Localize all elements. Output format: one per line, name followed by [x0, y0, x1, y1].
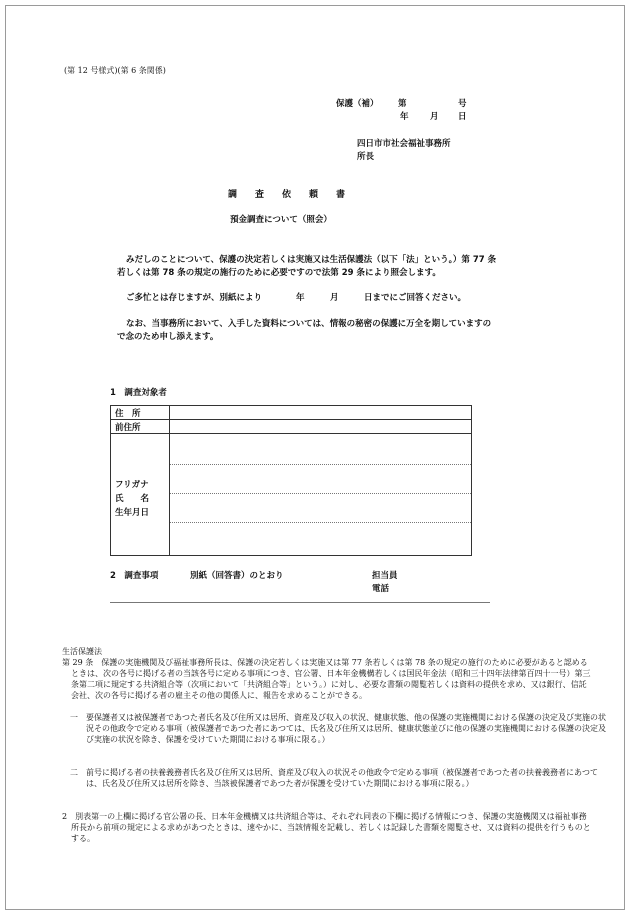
section1-heading: 1 調査対象者 — [110, 388, 167, 398]
divider-line — [110, 602, 490, 603]
form-number: (第 12 号様式)(第 6 条関係) — [64, 66, 166, 75]
law-item-2: 二 前号に掲げる者の扶養義務者氏名及び住所又は居所、資産及び収入の状況その他政令で定める事項（被保護者であつた者の扶養義務者にあつては、氏名及び住所又は居所を除き、当該被保護者であつた者が保護を受けていた期間における事項に限る。） — [70, 768, 598, 788]
law-item-1: 一 要保護者又は被保護者であつた者氏名及び住所又は居所、資産及び収入の状況、健康状態、他の保護の実施機関における保護の決定及び実施の状況その他政令で定める事項（被保護者であつた者にあつては、氏名及び住所又は居所、健康状態並びに他の保護の実施機関における保護の決定及び実施の状況を除き、保護を受けていた期間における事項に限る。） — [70, 713, 606, 744]
document-title: 調 査 依 頼 書 — [228, 190, 346, 200]
target-person-table — [110, 405, 472, 556]
birth-line[interactable] — [170, 494, 471, 523]
body-paragraph-1: みだしのことについて、保護の決定若しくは実施又は生活保護法（以下「法」という。）第 77 条若しくは第 78 条の規定の施行のために必要ですので法第 29 条により照会します。 — [117, 255, 497, 278]
body-paragraph-2: ご多忙とは存じますが、別紙により 年 月 日までにご回答ください。 — [126, 293, 467, 303]
name-fields-cell[interactable] — [170, 434, 472, 556]
date-year: 年 — [400, 112, 409, 122]
name-label-cell — [111, 434, 170, 556]
section2-content: 別紙（回答書）のとおり — [190, 571, 284, 581]
document-subtitle: 預金調査について（照会） — [230, 215, 332, 225]
prev-address-field[interactable] — [170, 420, 472, 434]
section2-heading: 2 調査事項 — [110, 571, 159, 581]
body-paragraph-3: なお、当事務所において、入手した資料については、情報の秘密の保護に万全を期していますので念のため申し添えます。 — [117, 319, 492, 342]
doc-number-dai: 第 — [398, 99, 407, 109]
doc-number-go: 号 — [458, 99, 467, 109]
law-article-29: 第 29 条 保護の実施機関及び福祉事務所長は、保護の決定若しくは実施又は第 77 条若しくは第 78 条の規定の施行のために必要があると認めるときは、次の各号に掲げる者の当該各号に定める事項につき、官公署、日本年金機構若しくは国民年金法（昭和三十四年法律第百四十一号）第三条第二項に規定する共済組合等（次項において「共済組合等」という。）に対し、必要な書類の閲覧若しくは資料の提供を求め、又は銀行、信託会社、次の各号に掲げる者の雇主その他の関係人に、報告を求めることができる。 — [62, 658, 591, 700]
phone-label: 電話 — [372, 584, 390, 594]
label-prev-address: 前住所 — [111, 420, 170, 434]
furigana-line[interactable] — [170, 434, 471, 465]
label-birth: 生年月日 — [115, 507, 150, 518]
law-paragraph-2: 2 別表第一の上欄に掲げる官公署の長、日本年金機構又は共済組合等は、それぞれ同表の下欄に掲げる情報につき、保護の実施機関又は福祉事務所長から前項の規定による求めがあつたときは、速やかに、当該情報を記載し、若しくは記録した書類を閲覧させ、又は資料の提供を行うものとする。 — [62, 812, 591, 843]
date-day: 日 — [458, 112, 467, 122]
name-line[interactable] — [170, 465, 471, 494]
office-head: 所長 — [357, 152, 375, 162]
blank-line — [170, 523, 471, 555]
label-address: 住 所 — [111, 406, 170, 420]
date-month: 月 — [430, 112, 439, 122]
label-name: 氏 名 — [115, 493, 150, 504]
label-furigana: フリガナ — [115, 479, 149, 490]
address-field[interactable] — [170, 406, 472, 420]
staff-label: 担当員 — [372, 571, 398, 581]
office-name: 四日市市社会福祉事務所 — [357, 139, 451, 149]
law-title: 生活保護法 — [62, 647, 102, 656]
doc-number-prefix: 保護（補） — [336, 99, 379, 109]
